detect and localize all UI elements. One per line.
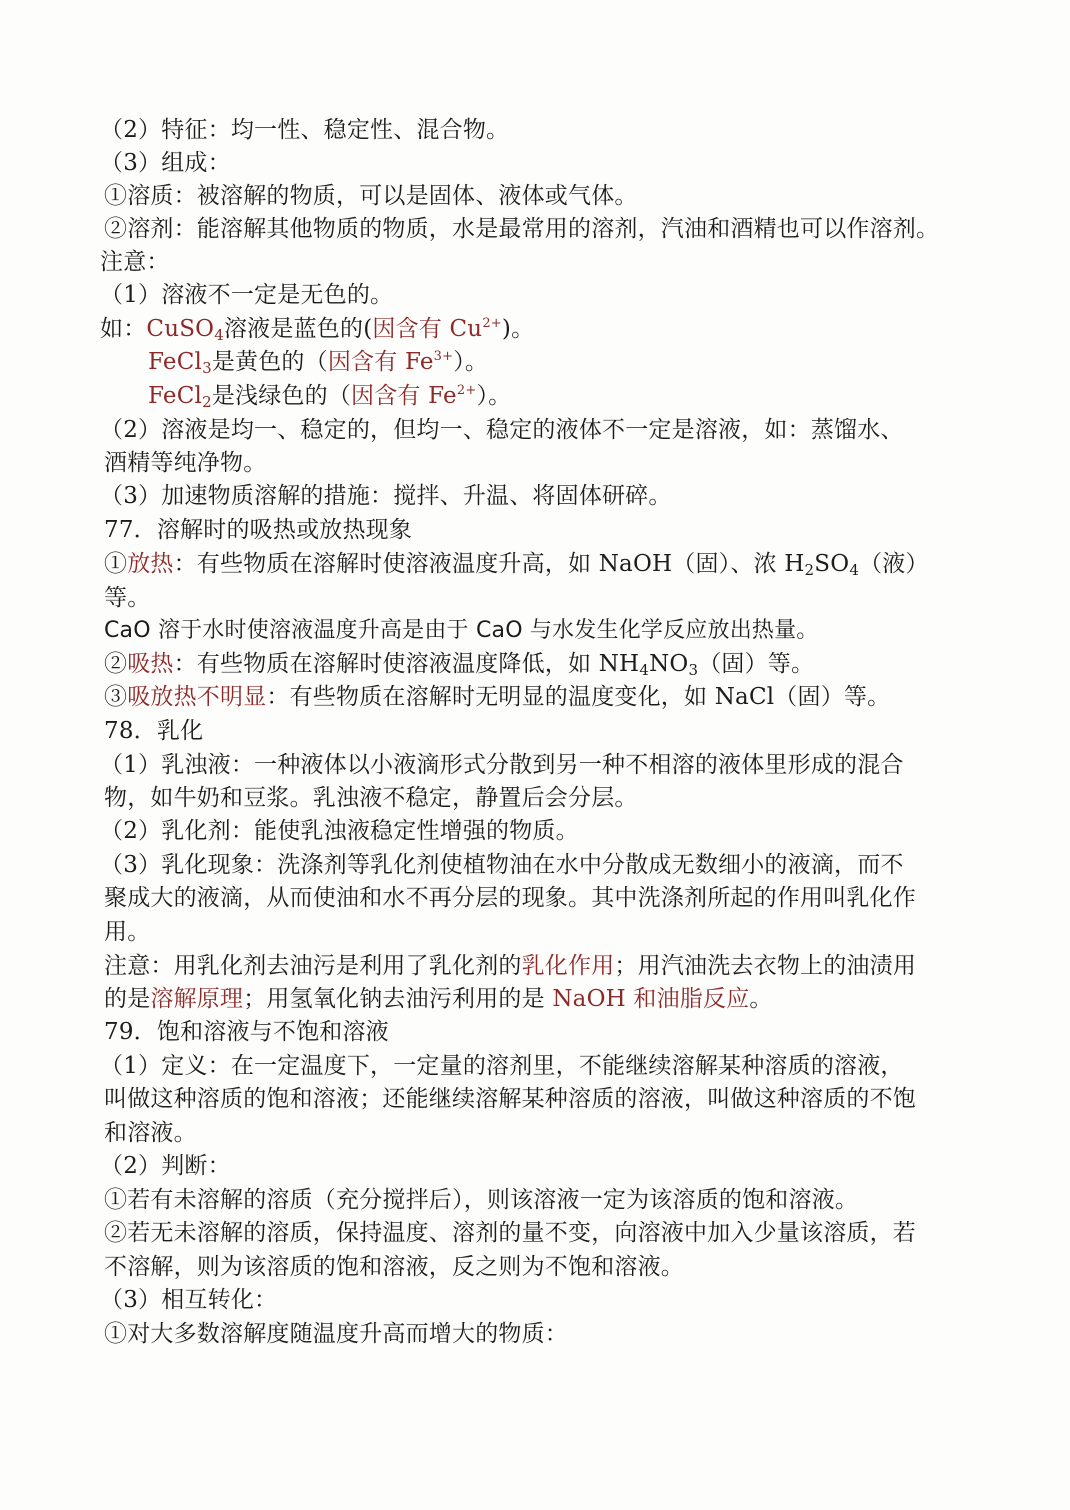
line-judgement-2-cont: 不溶解，则为该溶质的饱和溶液，反之则为不饱和溶液。	[104, 1254, 684, 1280]
formula-fecl3: FeCl$_3$	[148, 349, 212, 377]
line-cuso4-example: 如：CuSO$_4$溶液是蓝色的(因含有 $Cu^{2+}$)。	[100, 316, 535, 344]
section-77-heading: 77．溶解时的吸热或放热现象	[104, 517, 413, 543]
term-no-heat-change: 吸放热不明显	[127, 684, 267, 710]
line-conversion-1: ①对大多数溶解度随温度升高而增大的物质：	[104, 1321, 568, 1347]
line-solute: ①溶质：被溶解的物质，可以是固体、液体或气体。	[104, 183, 638, 209]
line-conversion-heading: （3）相互转化：	[100, 1287, 278, 1313]
line-fecl2-example: FeCl$_2$是浅绿色的（因含有 $Fe^{2+}$）。	[148, 383, 512, 411]
line-emulsification-cont2: 用。	[104, 919, 151, 945]
line-emulsification-cont1: 聚成大的液滴，从而使油和水不再分层的现象。其中洗涤剂所起的作用叫乳化作	[104, 885, 916, 911]
term-endothermic: 吸热	[127, 651, 174, 677]
line-exothermic: ①放热：有些物质在溶解时使溶液温度升高，如 NaOH（固）、浓 $H_2SO_4$（液）	[104, 551, 929, 579]
line-saturated-def: （1）定义：在一定温度下，一定量的溶剂里，不能继续溶解某种溶质的溶液，	[100, 1053, 904, 1079]
formula-cuso4: CuSO$_4$	[146, 316, 224, 344]
line-saturated-def-cont2: 和溶液。	[104, 1120, 197, 1146]
example-prefix: 如：	[100, 316, 147, 342]
term-naoh-reaction: NaOH 和油脂反应	[552, 986, 750, 1012]
ion-fe3: 因含有 $Fe^{3+}$	[327, 349, 454, 375]
section-78-heading: 78．乳化	[104, 718, 204, 744]
line-solution-not-colorless: （1）溶液不一定是无色的。	[100, 282, 394, 308]
term-dissolution-principle: 溶解原理	[150, 986, 244, 1012]
line-emulsion-def: （1）乳浊液：一种液体以小液滴形式分散到另一种不相溶的液体里形成的混合	[100, 752, 904, 778]
line-exothermic-cont: 等。	[104, 585, 151, 611]
line-emulsification: （3）乳化现象：洗涤剂等乳化剂使植物油在水中分散成无数细小的液滴，而不	[100, 852, 904, 878]
line-composition-heading: （3）组成：	[100, 150, 231, 176]
line-uniform-stable: （2）溶液是均一、稳定的，但均一、稳定的液体不一定是溶液，如：蒸馏水、	[100, 417, 904, 443]
ion-cu: 因含有 $Cu^{2+}$	[372, 316, 502, 342]
line-saturated-def-cont1: 叫做这种溶质的饱和溶液；还能继续溶解某种溶质的溶液，叫做这种溶质的不饱	[104, 1086, 916, 1112]
term-exothermic: 放热	[127, 551, 174, 577]
ion-fe2: 因含有 $Fe^{2+}$	[351, 383, 477, 409]
line-judgement-1: ①若有未溶解的溶质（充分搅拌后），则该溶液一定为该溶质的饱和溶液。	[104, 1187, 859, 1213]
line-solvent: ②溶剂：能溶解其他物质的物质，水是最常用的溶剂，汽油和酒精也可以作溶剂。	[104, 216, 940, 242]
line-emulsion-def-cont: 物，如牛奶和豆浆。乳浊液不稳定，静置后会分层。	[104, 785, 638, 811]
line-accelerate-dissolving: （3）加速物质溶解的措施：搅拌、升温、将固体研碎。	[100, 483, 672, 509]
line-judgement-heading: （2）判断：	[100, 1153, 231, 1179]
line-note-heading: 注意：	[100, 249, 170, 275]
line-pure-substances: 酒精等纯净物。	[104, 450, 267, 476]
line-fecl3-example: FeCl$_3$是黄色的（因含有 $Fe^{3+}$）。	[148, 349, 489, 377]
section-79-heading: 79．饱和溶液与不饱和溶液	[104, 1019, 389, 1045]
line-note-emulsify: 注意：用乳化剂去油污是利用了乳化剂的乳化作用；用汽油洗去衣物上的油渍用	[104, 953, 917, 979]
formula-fecl2: FeCl$_2$	[148, 383, 212, 411]
line-emulsifier: （2）乳化剂：能使乳浊液稳定性增强的物质。	[100, 818, 579, 844]
line-characteristics: （2）特征：均一性、稳定性、混合物。	[100, 117, 510, 143]
line-cao-note: CaO 溶于水时使溶液温度升高是由于 CaO 与水发生化学反应放出热量。	[104, 618, 819, 643]
line-judgement-2: ②若无未溶解的溶质，保持温度、溶剂的量不变，向溶液中加入少量该溶质，若	[104, 1220, 916, 1246]
line-no-heat-change: ③吸放热不明显：有些物质在溶解时无明显的温度变化，如 NaCl（固）等。	[104, 684, 891, 710]
term-emulsification: 乳化作用	[521, 953, 615, 979]
line-note-emulsify-cont: 的是溶解原理；用氢氧化钠去油污利用的是 NaOH 和油脂反应。	[104, 986, 773, 1012]
line-endothermic: ②吸热：有些物质在溶解时使溶液温度降低，如 $NH_4NO_3$（固）等。	[104, 651, 815, 679]
